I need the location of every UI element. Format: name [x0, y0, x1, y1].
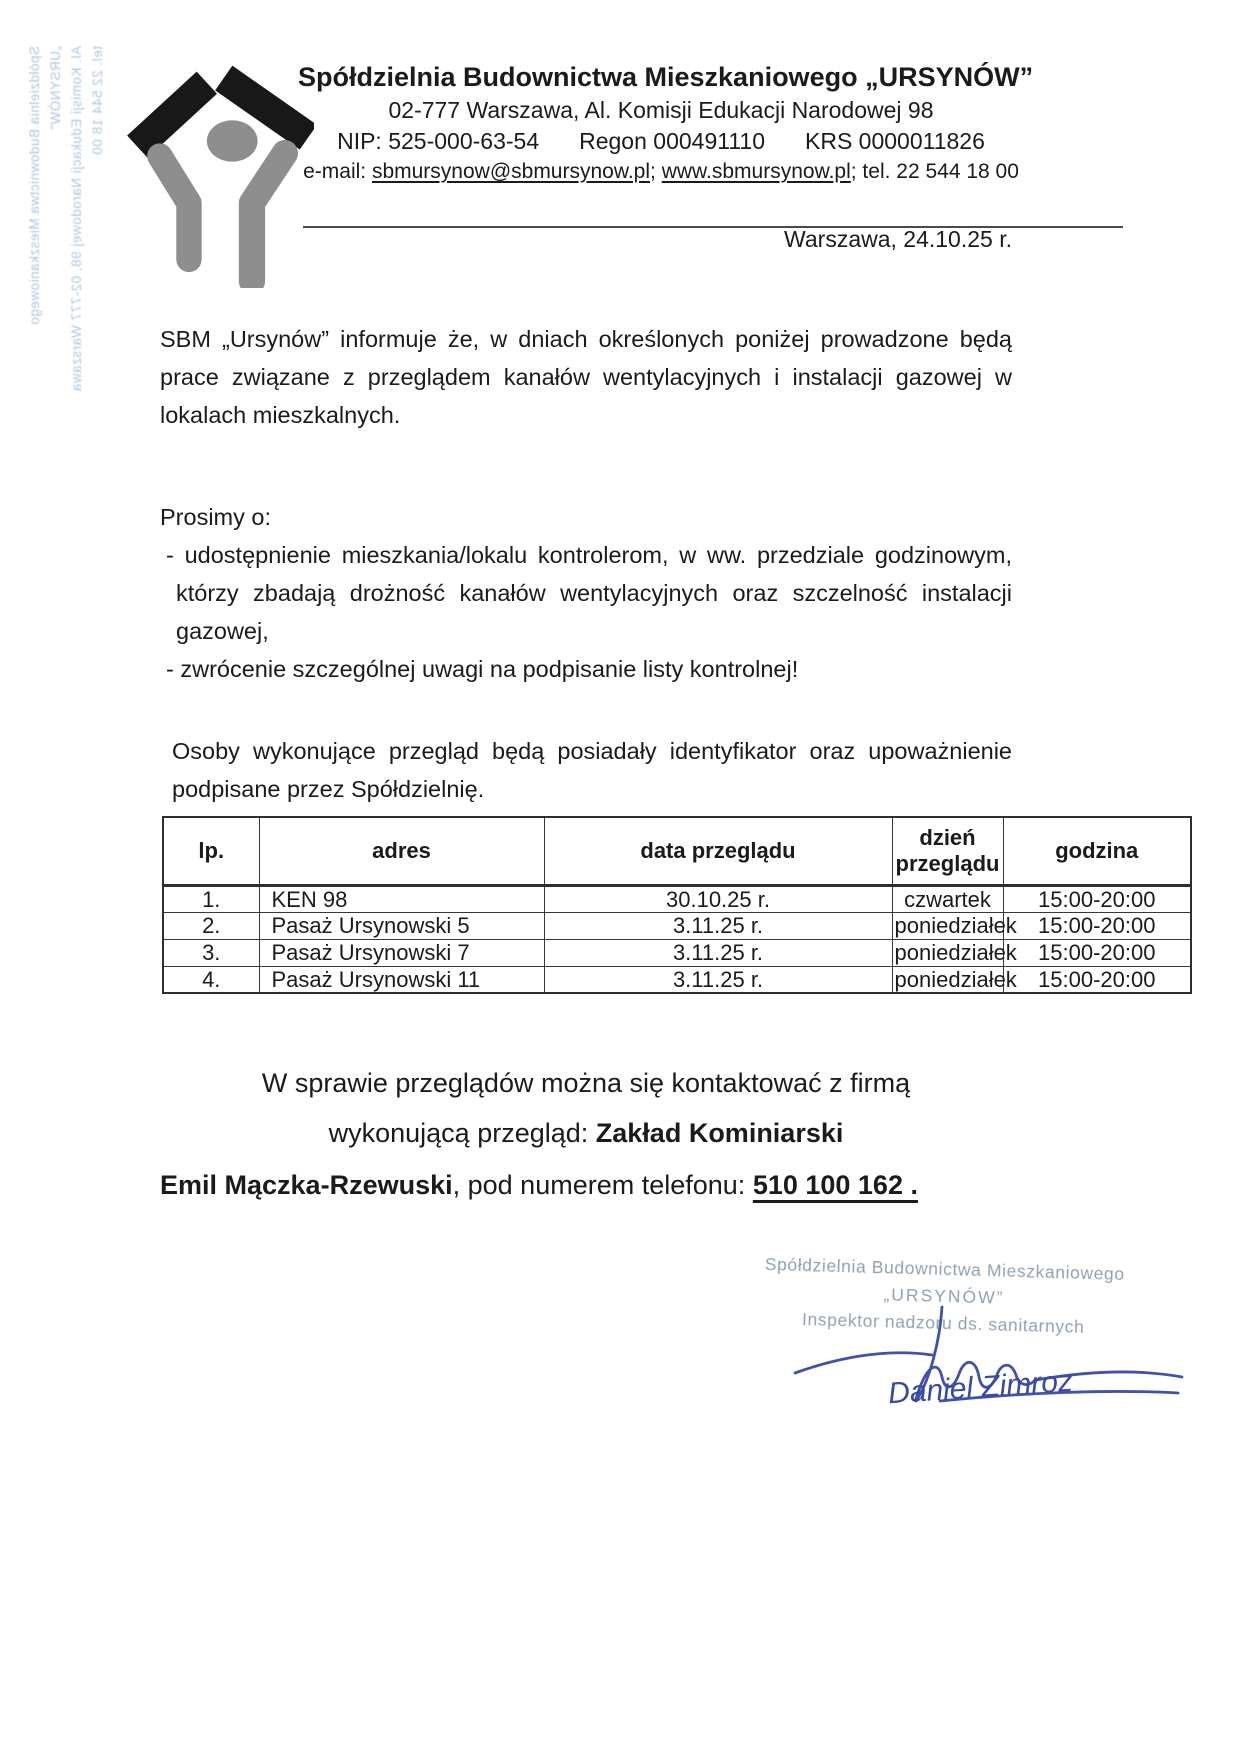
- org-name: Spółdzielnia Budownictwa Mieszkaniowego „URSYNÓW”: [298, 62, 1034, 92]
- paragraph-intro: SBM „Ursynów” informuje że, w dniach określonych poniżej prowadzone będą prace związane z przeglądem kanałów wentylacyjnych i instalacji gazowej w lokalach mieszkalnych.: [160, 326, 1012, 428]
- contact-person-name: Emil Mączka-Rzewuski: [160, 1170, 453, 1200]
- table-row: [163, 885, 1191, 912]
- letter-body: [160, 320, 1012, 808]
- cell-dzien: poniedziałek: [892, 966, 1003, 993]
- bullet-item-2: - zwrócenie szczególnej uwagi na podpisanie listy kontrolnej!: [166, 656, 799, 682]
- stamp-org-line-1: Spółdzielnia Budownictwa Mieszkaniowego: [764, 1253, 1125, 1285]
- contact-person-line: [160, 1170, 1080, 1201]
- cell-godzina: 15:00-20:00: [1003, 939, 1191, 966]
- side-stamp-line: tel. 22 544 18 00: [90, 46, 105, 156]
- cell-data: 30.10.25 r.: [544, 885, 892, 912]
- org-regon: Regon 000491110: [579, 128, 765, 154]
- bullet-item-1: - udostępnienie mieszkania/lokalu kontrolerom, w ww. przedziale godzinowym, którzy zbadają drożność kanałów wentylacyjnych oraz szczelność instalacji gazowej,: [166, 542, 1012, 644]
- separator: ;: [650, 160, 662, 183]
- org-address: 02-777 Warszawa, Al. Komisji Edukacji Narodowej 98: [388, 97, 934, 123]
- letterhead: [298, 60, 1034, 187]
- date-line: Warszawa, 24.10.25 r.: [784, 226, 1012, 252]
- side-stamp-line: Spółdzielnia Budownictwa Mieszkaniowego: [27, 46, 42, 326]
- col-header-lp: lp.: [163, 817, 259, 885]
- cell-lp: 3.: [163, 939, 259, 966]
- contact-phone-number: 510 100 162 .: [752, 1170, 918, 1200]
- cell-adres: Pasaż Ursynowski 11: [259, 966, 544, 993]
- cell-adres: Pasaż Ursynowski 7: [259, 939, 544, 966]
- sbm-ursynow-logo: [126, 56, 314, 288]
- org-registry-ids: [298, 126, 1024, 157]
- cell-dzien: poniedziałek: [892, 939, 1003, 966]
- contact-line-2: [160, 1108, 1012, 1158]
- table-row: [163, 966, 1191, 993]
- email-label: e-mail:: [303, 160, 372, 183]
- org-website: www.sbmursynow.pl: [661, 160, 851, 183]
- table-header-row: [163, 817, 1191, 885]
- cell-dzien: czwartek: [892, 885, 1003, 912]
- stamp-title: Inspektor nadzoru ds. sanitarnych: [801, 1309, 1085, 1337]
- request-intro: Prosimy o:: [160, 504, 271, 530]
- org-email: sbmursynow@sbmursynow.pl: [371, 160, 651, 183]
- inspection-schedule-table: [162, 816, 1192, 994]
- org-krs: KRS 0000011826: [805, 128, 985, 154]
- side-stamp-line: Al. Komisji Edukacji Narodowej 98, 02-777 Warszawa: [69, 46, 84, 392]
- cell-godzina: 15:00-20:00: [1003, 966, 1191, 993]
- col-header-data: data przeglądu: [544, 817, 892, 885]
- contact-line-2-text: wykonującą przegląd:: [328, 1118, 596, 1148]
- side-stamp-line: „URSYNÓW”: [48, 46, 63, 130]
- cell-lp: 1.: [163, 885, 259, 912]
- cell-adres: Pasaż Ursynowski 5: [259, 912, 544, 939]
- cell-data: 3.11.25 r.: [544, 912, 892, 939]
- cell-data: 3.11.25 r.: [544, 939, 892, 966]
- cell-dzien: poniedziałek: [892, 912, 1003, 939]
- contact-line-3-text: , pod numerem telefonu:: [452, 1170, 753, 1200]
- handwritten-signature: [790, 1295, 1190, 1435]
- cell-lp: 4.: [163, 966, 259, 993]
- contact-info-centered: [160, 1058, 1012, 1158]
- table-row: [163, 912, 1191, 939]
- col-header-adres: adres: [259, 817, 544, 885]
- col-header-godzina: godzina: [1003, 817, 1191, 885]
- cell-adres: KEN 98: [259, 885, 544, 912]
- org-nip: NIP: 525-000-63-54: [337, 128, 540, 154]
- paragraph-id-badge: Osoby wykonujące przegląd będą posiadały identyfikator oraz upoważnienie podpisane przez Spółdzielnię.: [172, 738, 1012, 802]
- org-contact-line: [298, 157, 1024, 187]
- company-name-bold: Zakład Kominiarski: [595, 1118, 844, 1148]
- table-row: [163, 939, 1191, 966]
- cell-godzina: 15:00-20:00: [1003, 912, 1191, 939]
- cell-lp: 2.: [163, 912, 259, 939]
- side-ink-stamp: [24, 46, 118, 398]
- col-header-dzien: dzień przeglądu: [892, 817, 1003, 885]
- cell-data: 3.11.25 r.: [544, 966, 892, 993]
- org-phone: ; tel. 22 544 18 00: [850, 160, 1019, 183]
- house-figure-logo-icon: [126, 56, 314, 288]
- signature-name: Daniel Zimroz: [887, 1364, 1074, 1411]
- contact-line-1: W sprawie przeglądów można się kontaktować z firmą: [261, 1068, 911, 1098]
- signature-strokes-icon: [790, 1295, 1190, 1435]
- stamp-org-line-2: „URSYNÓW”: [883, 1284, 1005, 1308]
- cell-godzina: 15:00-20:00: [1003, 885, 1191, 912]
